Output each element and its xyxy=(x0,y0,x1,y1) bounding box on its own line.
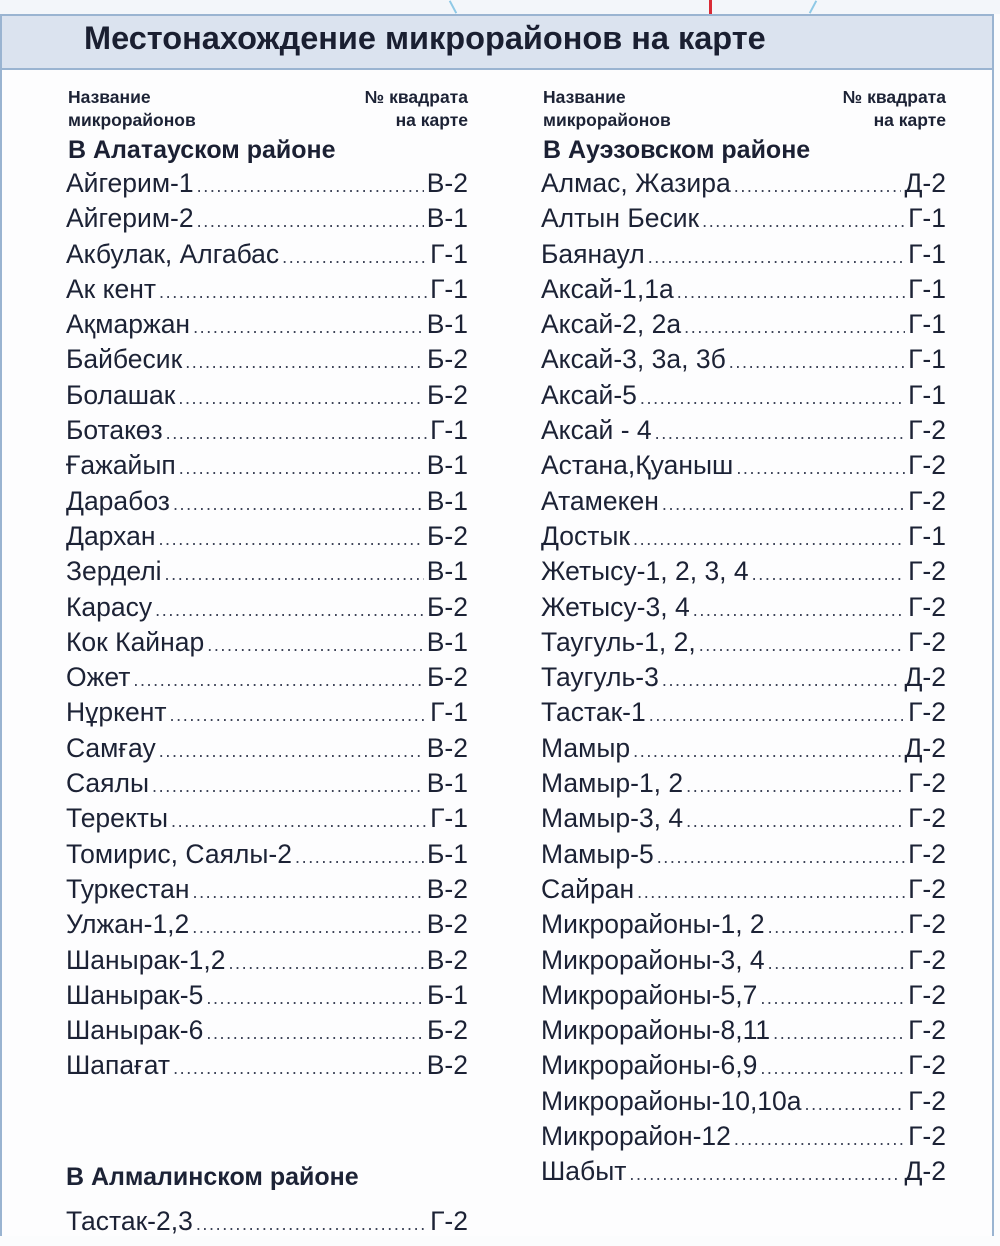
dot-leader xyxy=(171,811,427,832)
entry-name: Жетысу-1, 2, 3, 4 xyxy=(541,556,749,587)
entry-list xyxy=(66,168,468,1086)
dot-leader xyxy=(657,847,905,868)
list-item xyxy=(541,803,946,838)
entry-name: Самғау xyxy=(66,732,156,763)
dot-leader xyxy=(702,211,905,232)
list-item xyxy=(66,521,468,556)
list-item xyxy=(541,415,946,450)
entry-name: Шапағат xyxy=(66,1050,171,1081)
entry-square: Г-2 xyxy=(908,768,946,799)
list-item xyxy=(66,592,468,627)
entry-name: Тастак-2,3 xyxy=(66,1206,193,1236)
entry-square: В-1 xyxy=(426,626,468,657)
dot-leader xyxy=(677,282,905,303)
list-item xyxy=(66,380,468,415)
entry-square: Г-2 xyxy=(908,485,946,516)
dot-leader xyxy=(192,882,423,903)
dot-leader xyxy=(228,953,423,974)
entry-square: Б-2 xyxy=(427,520,468,551)
dot-leader xyxy=(736,458,905,479)
entry-square: В-2 xyxy=(426,1050,468,1081)
dot-leader xyxy=(155,600,424,621)
dot-leader xyxy=(295,847,424,868)
entry-name: Мамыр xyxy=(541,732,631,763)
entry-square: Г-1 xyxy=(908,309,946,340)
list-item xyxy=(66,1015,468,1050)
entry-square: Г-1 xyxy=(908,520,946,551)
entry-name: Баянаул xyxy=(541,238,645,269)
district-heading: В Алмалинском районе xyxy=(66,1163,359,1191)
entry-name: Алтын Бесик xyxy=(541,203,700,234)
entry-square: Б-1 xyxy=(427,979,468,1010)
list-item xyxy=(541,1015,946,1050)
list-item xyxy=(541,168,946,203)
entry-name: Кок Кайнар xyxy=(66,626,205,657)
list-item xyxy=(66,1206,468,1246)
list-item xyxy=(66,239,468,274)
entry-square: Д-2 xyxy=(904,732,946,763)
entry-square: Г-2 xyxy=(908,591,946,622)
dot-leader xyxy=(649,705,905,726)
entry-name: Акбулак, Алгабас xyxy=(66,238,280,269)
list-item xyxy=(66,556,468,591)
entry-name: Туркестан xyxy=(66,873,190,904)
column-header xyxy=(541,80,946,132)
list-item xyxy=(541,1050,946,1085)
entry-name: Аксай-2, 2а xyxy=(541,309,682,340)
entry-square: В-2 xyxy=(426,732,468,763)
list-item xyxy=(66,909,468,944)
dot-leader xyxy=(197,176,424,197)
list-item xyxy=(541,945,946,980)
entry-name: Тастак-1 xyxy=(541,697,646,728)
entry-name: Мамыр-1, 2 xyxy=(541,768,684,799)
entry-name: Ақмаржан xyxy=(66,309,191,340)
list-item xyxy=(541,874,946,909)
list-item xyxy=(66,450,468,485)
dot-leader xyxy=(165,564,424,585)
dot-leader xyxy=(768,917,905,938)
dot-leader xyxy=(640,388,905,409)
entry-name: Шанырак-6 xyxy=(66,1015,204,1046)
dot-leader xyxy=(633,529,905,550)
map-river-line xyxy=(809,0,817,13)
entry-name: Аксай-5 xyxy=(541,379,637,410)
list-item xyxy=(66,945,468,980)
entry-square: Г-2 xyxy=(908,803,946,834)
list-item xyxy=(541,556,946,591)
entry-name: Саялы xyxy=(66,768,150,799)
dot-leader xyxy=(734,1129,905,1150)
entry-square: Г-1 xyxy=(908,238,946,269)
entry-name: Сайран xyxy=(541,873,635,904)
entry-square: Б-2 xyxy=(427,379,468,410)
entry-name: Алмас, Жазира xyxy=(541,168,731,198)
entry-square: В-1 xyxy=(426,768,468,799)
dot-leader xyxy=(760,988,905,1009)
list-item xyxy=(541,909,946,944)
entry-square: В-1 xyxy=(426,203,468,234)
dot-leader xyxy=(206,1023,424,1044)
list-item xyxy=(541,592,946,627)
entry-name: Байбесик xyxy=(66,344,183,375)
list-item xyxy=(541,239,946,274)
entry-name: Таугуль-3 xyxy=(541,662,659,693)
dot-leader xyxy=(633,741,901,762)
list-item xyxy=(66,768,468,803)
entry-name: Карасу xyxy=(66,591,153,622)
entry-square: Г-2 xyxy=(908,450,946,481)
list-item xyxy=(541,733,946,768)
column-header xyxy=(66,80,468,132)
entry-square: Г-1 xyxy=(430,273,468,304)
list-item xyxy=(66,309,468,344)
list-item xyxy=(66,839,468,874)
dot-leader xyxy=(185,352,424,373)
entry-square: Г-2 xyxy=(908,415,946,446)
entry-square: Г-2 xyxy=(908,626,946,657)
dot-leader xyxy=(655,423,905,444)
entry-name: Томирис, Саялы-2 xyxy=(66,838,292,869)
list-item xyxy=(541,662,946,697)
entry-name: Ожет xyxy=(66,662,131,693)
dot-leader xyxy=(693,600,905,621)
header-name-label: Название микрорайонов xyxy=(68,87,196,130)
entry-square: Г-2 xyxy=(908,556,946,587)
entry-name: Аксай - 4 xyxy=(541,415,652,446)
entry-name: Дарабоз xyxy=(66,485,170,516)
dot-leader xyxy=(197,211,424,232)
dot-leader xyxy=(648,247,905,268)
list-item xyxy=(66,980,468,1015)
entry-square: Г-2 xyxy=(908,838,946,869)
entry-name: Зерделі xyxy=(66,556,162,587)
entry-name: Шанырак-5 xyxy=(66,979,204,1010)
entry-square: Б-1 xyxy=(427,838,468,869)
entry-square: Б-2 xyxy=(427,1015,468,1046)
title-bar xyxy=(2,16,992,70)
list-item xyxy=(541,309,946,344)
list-item xyxy=(66,168,468,203)
dot-leader xyxy=(152,776,424,797)
list-item xyxy=(541,697,946,732)
entry-name: Микрорайоны-1, 2 xyxy=(541,909,765,940)
dot-leader xyxy=(637,882,905,903)
entry-name: Достык xyxy=(541,520,631,551)
left-column xyxy=(66,80,468,1086)
list-item xyxy=(66,1050,468,1085)
list-item xyxy=(66,274,468,309)
map-river-line xyxy=(449,0,457,13)
dot-leader xyxy=(686,811,905,832)
dot-leader xyxy=(207,635,424,656)
header-name-label: Название микрорайонов xyxy=(543,87,671,130)
entry-name: Микрорайоны-3, 4 xyxy=(541,944,765,975)
page-title: Местонахождение микрорайонов на карте xyxy=(84,20,766,56)
entry-name: Дархан xyxy=(66,520,156,551)
entry-name: Жетысу-3, 4 xyxy=(541,591,690,622)
dot-leader xyxy=(133,670,424,691)
entry-square: Г-1 xyxy=(908,344,946,375)
entry-name: Теректы xyxy=(66,803,168,834)
list-item xyxy=(541,1121,946,1156)
dot-leader xyxy=(760,1058,905,1079)
entry-name: Айгерим-1 xyxy=(66,168,194,198)
dot-leader xyxy=(166,423,427,444)
entry-square: В-1 xyxy=(426,450,468,481)
dot-leader xyxy=(752,564,905,585)
entry-square: Д-2 xyxy=(904,168,946,198)
entry-square: Г-2 xyxy=(908,1050,946,1081)
entry-square: Г-2 xyxy=(908,1015,946,1046)
entry-square: Г-1 xyxy=(908,273,946,304)
entry-name: Шанырак-1,2 xyxy=(66,944,226,975)
entry-square: Г-1 xyxy=(430,415,468,446)
list-item xyxy=(66,662,468,697)
entry-square: В-1 xyxy=(426,309,468,340)
entry-list xyxy=(541,168,946,1192)
entry-square: В-1 xyxy=(426,556,468,587)
entry-name: Микрорайоны-5,7 xyxy=(541,979,758,1010)
list-item xyxy=(66,697,468,732)
entry-name: Микрорайон-12 xyxy=(541,1121,731,1152)
list-item xyxy=(66,486,468,521)
header-square-label: № квадрата на карте xyxy=(364,87,468,130)
dot-leader xyxy=(662,670,902,691)
dot-leader xyxy=(662,494,905,515)
list-item xyxy=(66,874,468,909)
list-item xyxy=(541,380,946,415)
list-item xyxy=(66,803,468,838)
entry-square: Г-2 xyxy=(430,1206,468,1236)
entry-square: Д-2 xyxy=(904,1156,946,1187)
entry-name: Улжан-1,2 xyxy=(66,909,190,940)
list-item xyxy=(541,768,946,803)
dot-leader xyxy=(282,247,427,268)
dot-leader xyxy=(178,388,424,409)
entry-name: Атамекен xyxy=(541,485,659,516)
entry-square: Г-2 xyxy=(908,979,946,1010)
list-item xyxy=(541,203,946,238)
entry-square: Г-1 xyxy=(908,379,946,410)
entry-name: Мамыр-5 xyxy=(541,838,654,869)
dot-leader xyxy=(773,1023,905,1044)
map-road-line xyxy=(709,0,712,14)
dot-leader xyxy=(686,776,905,797)
entry-name: Микрорайоны-10,10а xyxy=(541,1085,802,1116)
entry-square: Б-2 xyxy=(427,591,468,622)
dot-leader xyxy=(173,1058,424,1079)
dot-leader xyxy=(684,317,905,338)
entry-name: Ак кент xyxy=(66,273,157,304)
entry-name: Нұркент xyxy=(66,697,167,728)
list-item xyxy=(541,1156,946,1191)
entry-square: В-2 xyxy=(426,873,468,904)
entry-name: Ғажайып xyxy=(66,450,176,481)
dot-leader xyxy=(734,176,902,197)
list-item xyxy=(541,344,946,379)
list-item xyxy=(66,203,468,238)
list-item xyxy=(541,274,946,309)
entry-square: Г-2 xyxy=(908,697,946,728)
list-item xyxy=(541,486,946,521)
list-item xyxy=(66,627,468,662)
entry-name: Аксай-3, 3а, 3б xyxy=(541,344,726,375)
entry-square: Г-1 xyxy=(430,238,468,269)
entry-square: Г-2 xyxy=(908,944,946,975)
list-item xyxy=(541,521,946,556)
list-item xyxy=(66,415,468,450)
entry-square: Г-2 xyxy=(908,909,946,940)
entry-square: В-1 xyxy=(426,485,468,516)
entry-name: Ботакөз xyxy=(66,415,163,446)
dot-leader xyxy=(206,988,424,1009)
district-heading: В Алатауском районе xyxy=(68,136,336,164)
entry-name: Шабыт xyxy=(541,1156,627,1187)
list-item xyxy=(541,450,946,485)
dot-leader xyxy=(179,458,424,479)
map-edge-strip xyxy=(0,0,1000,14)
entry-name: Микрорайоны-6,9 xyxy=(541,1050,758,1081)
entry-square: Г-2 xyxy=(908,1085,946,1116)
dot-leader xyxy=(159,741,424,762)
dot-leader xyxy=(805,1094,906,1115)
entry-square: В-2 xyxy=(426,909,468,940)
list-item xyxy=(541,627,946,662)
entry-name: Мамыр-3, 4 xyxy=(541,803,684,834)
list-item xyxy=(541,980,946,1015)
entry-square: Г-1 xyxy=(908,203,946,234)
entry-name: Микрорайоны-8,11 xyxy=(541,1015,771,1046)
entry-square: В-2 xyxy=(426,944,468,975)
dot-leader xyxy=(158,529,424,550)
entry-name: Астана,Қуаныш xyxy=(541,450,734,481)
dot-leader xyxy=(192,917,423,938)
dot-leader xyxy=(170,705,428,726)
list-item xyxy=(66,344,468,379)
entry-square: Г-1 xyxy=(430,803,468,834)
dot-leader xyxy=(159,282,427,303)
entry-name: Аксай-1,1а xyxy=(541,273,674,304)
header-square-label: № квадрата на карте xyxy=(842,87,946,130)
dot-leader xyxy=(193,317,424,338)
dot-leader xyxy=(173,494,424,515)
entry-square: Д-2 xyxy=(904,662,946,693)
entry-name: Таугуль-1, 2, xyxy=(541,626,696,657)
entry-square: В-2 xyxy=(426,168,468,198)
dot-leader xyxy=(629,1164,901,1185)
dot-leader xyxy=(699,635,905,656)
entry-square: Г-1 xyxy=(430,697,468,728)
dot-leader xyxy=(768,953,905,974)
list-item xyxy=(541,839,946,874)
entry-square: Б-2 xyxy=(427,344,468,375)
list-item xyxy=(66,733,468,768)
entry-square: Б-2 xyxy=(427,662,468,693)
list-item xyxy=(541,1086,946,1121)
dot-leader xyxy=(729,352,905,373)
right-column xyxy=(541,80,946,1192)
entry-name: Айгерим-2 xyxy=(66,203,194,234)
entry-name: Болашак xyxy=(66,379,176,410)
entry-square: Г-2 xyxy=(908,873,946,904)
district-heading: В Ауэзовском районе xyxy=(543,136,811,164)
entry-square: Г-2 xyxy=(908,1121,946,1152)
